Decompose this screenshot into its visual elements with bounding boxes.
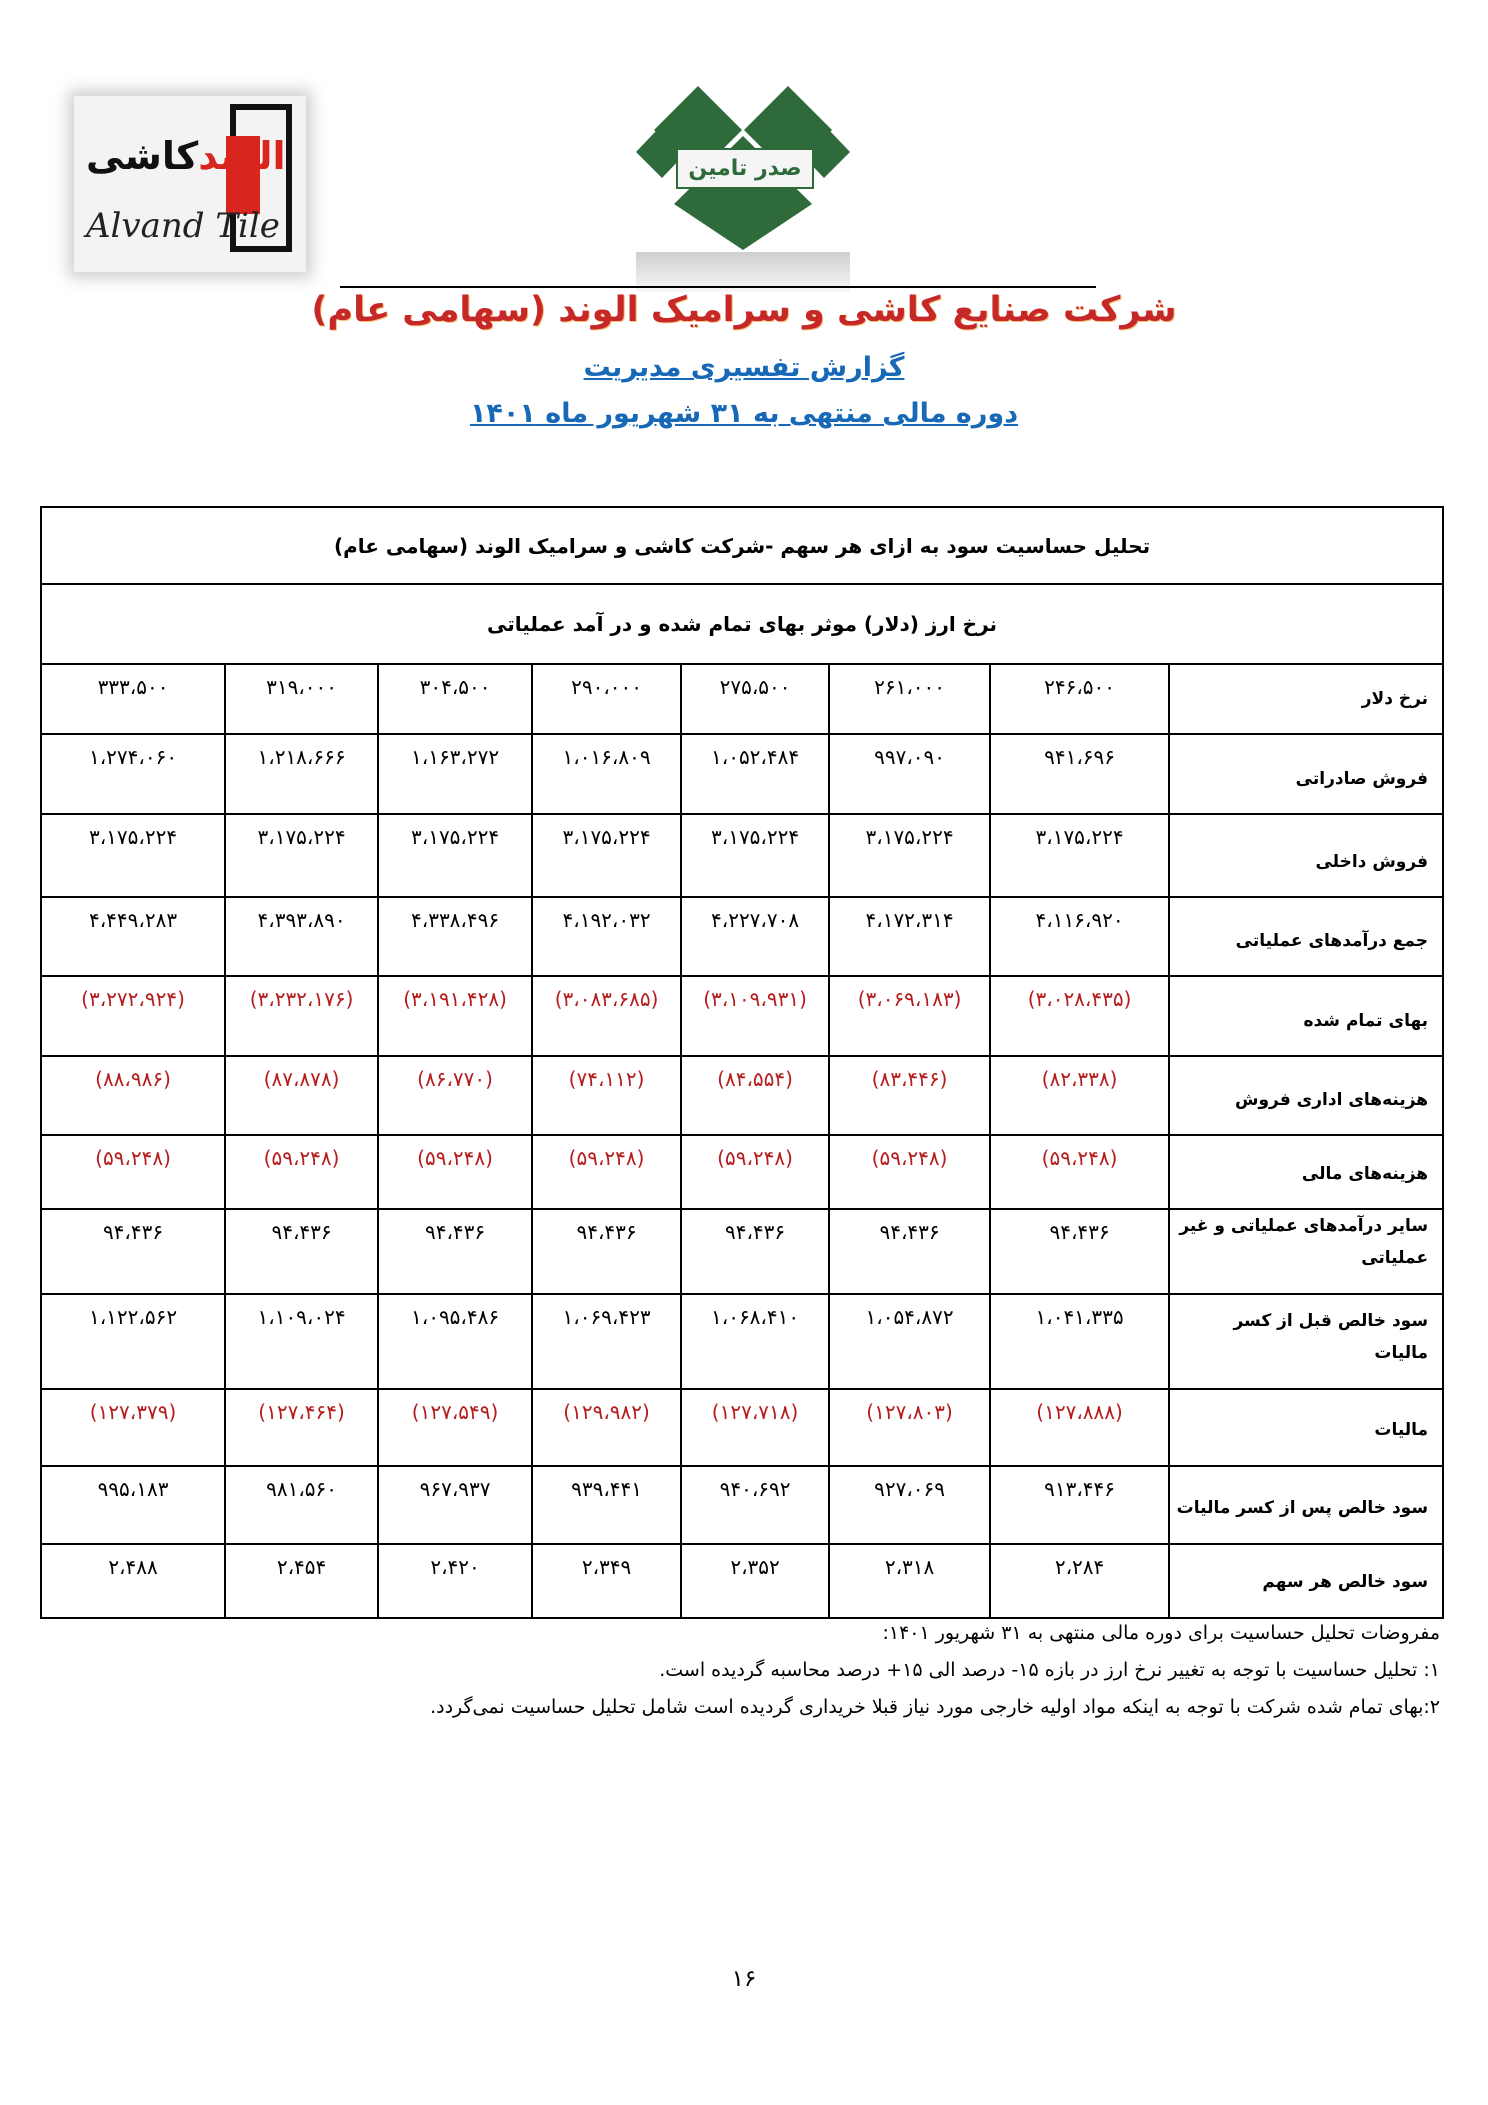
value-cell: (۸۷،۸۷۸) (225, 1056, 378, 1135)
value-cell: (۱۲۷،۸۸۸) (990, 1389, 1169, 1466)
value-cell: ۱،۲۷۴،۰۶۰ (41, 734, 225, 814)
value-cell: ۴،۱۹۲،۰۳۲ (532, 897, 681, 976)
row-label: سود خالص پس از کسر مالیات (1169, 1466, 1443, 1544)
value-cell: (۱۲۷،۵۴۹) (378, 1389, 532, 1466)
page-number: ۱۶ (731, 1966, 757, 1992)
table-row (41, 1135, 1443, 1209)
value-cell: (۵۹،۲۴۸) (41, 1135, 225, 1209)
value-cell: (۳،۲۷۲،۹۲۴) (41, 976, 225, 1056)
value-cell: ۴،۱۱۶،۹۲۰ (990, 897, 1169, 976)
value-cell: ۴،۲۲۷،۷۰۸ (681, 897, 829, 976)
value-cell: ۳،۱۷۵،۲۲۴ (41, 814, 225, 897)
row-label: سود خالص هر سهم (1169, 1544, 1443, 1618)
sadr-tamin-logo (636, 80, 850, 292)
row-label: هزینه‌های اداری فروش (1169, 1056, 1443, 1135)
value-cell: ۹۹۵،۱۸۳ (41, 1466, 225, 1544)
note-line: ۱: تحلیل حساسیت با توجه به تغییر نرخ ارز در بازه ۱۵- درصد الی ۱۵+ درصد محاسبه گردیده است. (659, 1659, 1440, 1681)
value-cell: ۹۴،۴۳۶ (225, 1209, 378, 1294)
table-row (41, 1389, 1443, 1466)
value-cell: ۹۴،۴۳۶ (829, 1209, 990, 1294)
note-line: ۲:بهای تمام شده شرکت با توجه به اینکه مواد اولیه خارجی مورد نیاز قبلا خریداری گردیده است شامل تحلیل حساسیت نمی‌گردد. (430, 1696, 1440, 1718)
value-cell: ۳،۱۷۵،۲۲۴ (378, 814, 532, 897)
value-cell: ۱،۱۰۹،۰۲۴ (225, 1294, 378, 1389)
logo-english-text: Alvand Tile (86, 206, 280, 246)
table-row (41, 1056, 1443, 1135)
value-cell: ۲،۴۲۰ (378, 1544, 532, 1618)
table-row (41, 1294, 1443, 1389)
value-cell: (۱۲۷،۸۰۳) (829, 1389, 990, 1466)
table-row (41, 976, 1443, 1056)
header-rule (340, 286, 1096, 288)
value-cell: ۳،۱۷۵،۲۲۴ (990, 814, 1169, 897)
table-row (41, 1544, 1443, 1618)
row-label: سود خالص قبل از کسر مالیات (1169, 1294, 1443, 1389)
value-cell: ۹۹۷،۰۹۰ (829, 734, 990, 814)
value-cell: ۲۴۶،۵۰۰ (990, 664, 1169, 734)
value-cell: (۵۹،۲۴۸) (378, 1135, 532, 1209)
value-cell: (۳،۰۲۸،۴۳۵) (990, 976, 1169, 1056)
value-cell: ۳۰۴،۵۰۰ (378, 664, 532, 734)
value-cell: ۱،۰۹۵،۴۸۶ (378, 1294, 532, 1389)
value-cell: ۲،۳۴۹ (532, 1544, 681, 1618)
value-cell: (۵۹،۲۴۸) (829, 1135, 990, 1209)
logo-persian-text (86, 134, 286, 178)
value-cell: (۷۴،۱۱۲) (532, 1056, 681, 1135)
value-cell: (۵۹،۲۴۸) (681, 1135, 829, 1209)
table-title: تحلیل حساسیت سود به ازای هر سهم -شرکت کاشی و سرامیک الوند (سهامی عام) (41, 507, 1443, 584)
sensitivity-table (40, 506, 1444, 1619)
sadr-logo-text: صدر تامین (676, 148, 814, 189)
value-cell: ۲،۳۵۲ (681, 1544, 829, 1618)
value-cell: ۱،۰۵۲،۴۸۴ (681, 734, 829, 814)
value-cell: ۱،۰۴۱،۳۳۵ (990, 1294, 1169, 1389)
value-cell: (۵۹،۲۴۸) (532, 1135, 681, 1209)
value-cell: ۹۴،۴۳۶ (990, 1209, 1169, 1294)
value-cell: (۸۴،۵۵۴) (681, 1056, 829, 1135)
alvand-tile-logo (74, 96, 306, 272)
table-row (41, 734, 1443, 814)
value-cell: ۹۴،۴۳۶ (532, 1209, 681, 1294)
value-cell: ۹۸۱،۵۶۰ (225, 1466, 378, 1544)
value-cell: ۱،۰۶۸،۴۱۰ (681, 1294, 829, 1389)
value-cell: (۸۳،۴۴۶) (829, 1056, 990, 1135)
table-row (41, 1466, 1443, 1544)
value-cell: ۴،۳۹۳،۸۹۰ (225, 897, 378, 976)
value-cell: ۳۱۹،۰۰۰ (225, 664, 378, 734)
value-cell: ۱،۱۶۳،۲۷۲ (378, 734, 532, 814)
value-cell: (۸۲،۳۳۸) (990, 1056, 1169, 1135)
value-cell: (۵۹،۲۴۸) (225, 1135, 378, 1209)
value-cell: ۹۴۱،۶۹۶ (990, 734, 1169, 814)
value-cell: ۴،۳۳۸،۴۹۶ (378, 897, 532, 976)
value-cell: ۲،۴۵۴ (225, 1544, 378, 1618)
row-label: فروش داخلی (1169, 814, 1443, 897)
value-cell: ۲،۳۱۸ (829, 1544, 990, 1618)
row-label: بهای تمام شده (1169, 976, 1443, 1056)
value-cell: ۳،۱۷۵،۲۲۴ (225, 814, 378, 897)
value-cell: (۱۲۷،۷۱۸) (681, 1389, 829, 1466)
value-cell: (۳،۰۶۹،۱۸۳) (829, 976, 990, 1056)
value-cell: ۹۶۷،۹۳۷ (378, 1466, 532, 1544)
value-cell: ۳،۱۷۵،۲۲۴ (681, 814, 829, 897)
table-row (41, 1209, 1443, 1294)
row-label: مالیات (1169, 1389, 1443, 1466)
value-cell: (۳،۲۳۲،۱۷۶) (225, 976, 378, 1056)
value-cell: (۵۹،۲۴۸) (990, 1135, 1169, 1209)
row-label: جمع درآمدهای عملیاتی (1169, 897, 1443, 976)
value-cell: ۳۳۳،۵۰۰ (41, 664, 225, 734)
table-row (41, 814, 1443, 897)
value-cell: ۴،۴۴۹،۲۸۳ (41, 897, 225, 976)
company-title: شرکت صنایع کاشی و سرامیک الوند (سهامی عام) (311, 290, 1177, 330)
value-cell: (۳،۱۰۹،۹۳۱) (681, 976, 829, 1056)
row-label: فروش صادراتی (1169, 734, 1443, 814)
value-cell: ۱،۰۱۶،۸۰۹ (532, 734, 681, 814)
value-cell: ۱،۱۲۲،۵۶۲ (41, 1294, 225, 1389)
value-cell: ۳،۱۷۵،۲۲۴ (829, 814, 990, 897)
value-cell: ۹۳۹،۴۴۱ (532, 1466, 681, 1544)
report-title: گزارش تفسیری مدیریت (583, 352, 905, 383)
value-cell: ۱،۲۱۸،۶۶۶ (225, 734, 378, 814)
table-body (41, 664, 1443, 1618)
logo-word: کاشی (86, 134, 199, 178)
value-cell: ۹۴،۴۳۶ (378, 1209, 532, 1294)
value-cell: ۲،۴۸۸ (41, 1544, 225, 1618)
value-cell: ۹۲۷،۰۶۹ (829, 1466, 990, 1544)
value-cell: ۹۴،۴۳۶ (41, 1209, 225, 1294)
value-cell: ۴،۱۷۲،۳۱۴ (829, 897, 990, 976)
value-cell: (۱۲۹،۹۸۲) (532, 1389, 681, 1466)
table-row (41, 664, 1443, 734)
row-label: سایر درآمدهای عملیاتی و غیر عملیاتی (1169, 1209, 1443, 1294)
assumption-notes (340, 1615, 1440, 1726)
value-cell: ۱،۰۶۹،۴۲۳ (532, 1294, 681, 1389)
value-cell: ۲۷۵،۵۰۰ (681, 664, 829, 734)
row-label: هزینه‌های مالی (1169, 1135, 1443, 1209)
value-cell: ۲۶۱،۰۰۰ (829, 664, 990, 734)
value-cell: ۲۹۰،۰۰۰ (532, 664, 681, 734)
value-cell: (۸۶،۷۷۰) (378, 1056, 532, 1135)
value-cell: ۹۴،۴۳۶ (681, 1209, 829, 1294)
row-label: نرخ دلار (1169, 664, 1443, 734)
note-line: مفروضات تحلیل حساسیت برای دوره مالی منتهی به ۳۱ شهریور ۱۴۰۱: (882, 1622, 1440, 1644)
value-cell: (۳،۱۹۱،۴۲۸) (378, 976, 532, 1056)
value-cell: ۹۱۳،۴۴۶ (990, 1466, 1169, 1544)
table-subtitle: نرخ ارز (دلار) موثر بهای تمام شده و در آمد عملیاتی (41, 584, 1443, 664)
value-cell: ۲،۲۸۴ (990, 1544, 1169, 1618)
value-cell: ۱،۰۵۴،۸۷۲ (829, 1294, 990, 1389)
value-cell: (۳،۰۸۳،۶۸۵) (532, 976, 681, 1056)
value-cell: ۹۴۰،۶۹۲ (681, 1466, 829, 1544)
table-row (41, 897, 1443, 976)
value-cell: (۱۲۷،۴۶۴) (225, 1389, 378, 1466)
logo-word: الوند (198, 134, 286, 178)
value-cell: (۸۸،۹۸۶) (41, 1056, 225, 1135)
value-cell: ۳،۱۷۵،۲۲۴ (532, 814, 681, 897)
value-cell: (۱۲۷،۳۷۹) (41, 1389, 225, 1466)
period-title: دوره مالی منتهی به ۳۱ شهریور ماه ۱۴۰۱ (469, 398, 1019, 429)
